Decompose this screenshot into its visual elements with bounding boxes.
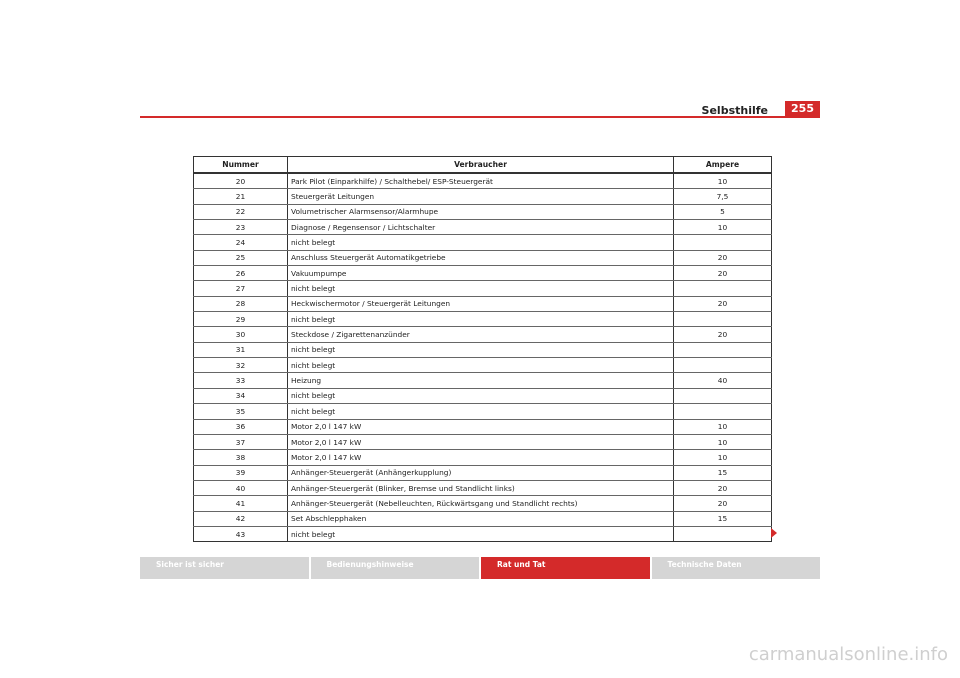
consumer-cell: Diagnose / Regensensor / Lichtschalter	[288, 220, 674, 235]
ampere-cell: 20	[674, 250, 772, 265]
fuse-number-cell: 28	[194, 296, 288, 311]
fuse-number-cell: 43	[194, 526, 288, 541]
fuse-number-cell: 42	[194, 511, 288, 526]
column-header-ampere: Ampere	[674, 157, 772, 174]
table-row	[194, 189, 772, 204]
table-row	[194, 526, 772, 541]
footer-tab-rat-und-tat[interactable]: Rat und Tat	[481, 557, 650, 579]
table-row	[194, 511, 772, 526]
table-row	[194, 450, 772, 465]
consumer-cell: Heizung	[288, 373, 674, 388]
consumer-cell: nicht belegt	[288, 281, 674, 296]
table-row	[194, 250, 772, 265]
consumer-cell: Set Abschlepphaken	[288, 511, 674, 526]
fuse-number-cell: 33	[194, 373, 288, 388]
consumer-cell: nicht belegt	[288, 342, 674, 357]
table-row	[194, 204, 772, 219]
table-row	[194, 235, 772, 250]
fuse-number-cell: 29	[194, 312, 288, 327]
ampere-cell: 20	[674, 327, 772, 342]
ampere-cell: 10	[674, 434, 772, 449]
ampere-cell: 5	[674, 204, 772, 219]
ampere-cell: 10	[674, 450, 772, 465]
ampere-cell	[674, 404, 772, 419]
consumer-cell: Anhänger-Steuergerät (Blinker, Bremse und Standlicht links)	[288, 480, 674, 495]
fuse-number-cell: 34	[194, 388, 288, 403]
column-header-number: Nummer	[194, 157, 288, 174]
table-row	[194, 342, 772, 357]
consumer-cell: nicht belegt	[288, 404, 674, 419]
fuse-number-cell: 32	[194, 358, 288, 373]
fuse-number-cell: 31	[194, 342, 288, 357]
ampere-cell: 20	[674, 296, 772, 311]
column-header-consumer: Verbraucher	[288, 157, 674, 174]
ampere-cell: 20	[674, 496, 772, 511]
table-row	[194, 404, 772, 419]
table-body	[194, 173, 772, 542]
ampere-cell: 20	[674, 266, 772, 281]
ampere-cell: 10	[674, 173, 772, 189]
fuse-number-cell: 37	[194, 434, 288, 449]
ampere-cell	[674, 358, 772, 373]
footer-tab-sicher-ist-sicher[interactable]: Sicher ist sicher	[140, 557, 309, 579]
fuse-number-cell: 24	[194, 235, 288, 250]
fuse-number-cell: 40	[194, 480, 288, 495]
fuse-number-cell: 26	[194, 266, 288, 281]
ampere-cell: 7,5	[674, 189, 772, 204]
fuse-table	[193, 156, 772, 542]
ampere-cell	[674, 235, 772, 250]
fuse-number-cell: 27	[194, 281, 288, 296]
page-number-badge: 255	[785, 101, 820, 117]
table-row	[194, 373, 772, 388]
consumer-cell: Anschluss Steuergerät Automatikgetriebe	[288, 250, 674, 265]
table-row	[194, 388, 772, 403]
fuse-number-cell: 20	[194, 173, 288, 189]
consumer-cell: nicht belegt	[288, 388, 674, 403]
ampere-cell	[674, 526, 772, 541]
ampere-cell: 15	[674, 511, 772, 526]
fuse-number-cell: 25	[194, 250, 288, 265]
ampere-cell: 10	[674, 220, 772, 235]
fuse-number-cell: 39	[194, 465, 288, 480]
ampere-cell: 15	[674, 465, 772, 480]
table-row	[194, 358, 772, 373]
consumer-cell: Steuergerät Leitungen	[288, 189, 674, 204]
table-row	[194, 496, 772, 511]
page-title: Selbsthilfe	[701, 104, 768, 117]
table-row	[194, 419, 772, 434]
ampere-cell	[674, 312, 772, 327]
table-row	[194, 327, 772, 342]
table-header-row	[194, 157, 772, 174]
watermark: carmanualsonline.info	[748, 644, 948, 665]
table-row	[194, 266, 772, 281]
consumer-cell: Vakuumpumpe	[288, 266, 674, 281]
consumer-cell: nicht belegt	[288, 526, 674, 541]
table-row	[194, 173, 772, 189]
table-row	[194, 465, 772, 480]
next-page-triangle-right-icon[interactable]	[771, 528, 777, 538]
table-row	[194, 296, 772, 311]
consumer-cell: Anhänger-Steuergerät (Nebelleuchten, Rückwärtsgang und Standlicht rechts)	[288, 496, 674, 511]
table-row	[194, 434, 772, 449]
ampere-cell	[674, 281, 772, 296]
consumer-cell: Park Pilot (Einparkhilfe) / Schalthebel/ ESP-Steuergerät	[288, 173, 674, 189]
consumer-cell: nicht belegt	[288, 358, 674, 373]
consumer-cell: Steckdose / Zigarettenanzünder	[288, 327, 674, 342]
footer-tab-bedienungshinweise[interactable]: Bedienungshinweise	[311, 557, 480, 579]
footer-navigation	[140, 557, 820, 579]
fuse-number-cell: 21	[194, 189, 288, 204]
footer-tab-technische-daten[interactable]: Technische Daten	[652, 557, 821, 579]
consumer-cell: Motor 2,0 l 147 kW	[288, 419, 674, 434]
fuse-number-cell: 35	[194, 404, 288, 419]
consumer-cell: Motor 2,0 l 147 kW	[288, 450, 674, 465]
table-row	[194, 281, 772, 296]
consumer-cell: nicht belegt	[288, 312, 674, 327]
ampere-cell: 20	[674, 480, 772, 495]
consumer-cell: Anhänger-Steuergerät (Anhängerkupplung)	[288, 465, 674, 480]
fuse-number-cell: 30	[194, 327, 288, 342]
ampere-cell: 40	[674, 373, 772, 388]
fuse-number-cell: 23	[194, 220, 288, 235]
ampere-cell	[674, 342, 772, 357]
consumer-cell: nicht belegt	[288, 235, 674, 250]
fuse-number-cell: 22	[194, 204, 288, 219]
table-row	[194, 220, 772, 235]
fuse-number-cell: 36	[194, 419, 288, 434]
ampere-cell	[674, 388, 772, 403]
table-row	[194, 480, 772, 495]
consumer-cell: Heckwischermotor / Steuergerät Leitungen	[288, 296, 674, 311]
fuse-number-cell: 41	[194, 496, 288, 511]
consumer-cell: Volumetrischer Alarmsensor/Alarmhupe	[288, 204, 674, 219]
table-row	[194, 312, 772, 327]
fuse-number-cell: 38	[194, 450, 288, 465]
consumer-cell: Motor 2,0 l 147 kW	[288, 434, 674, 449]
ampere-cell: 10	[674, 419, 772, 434]
